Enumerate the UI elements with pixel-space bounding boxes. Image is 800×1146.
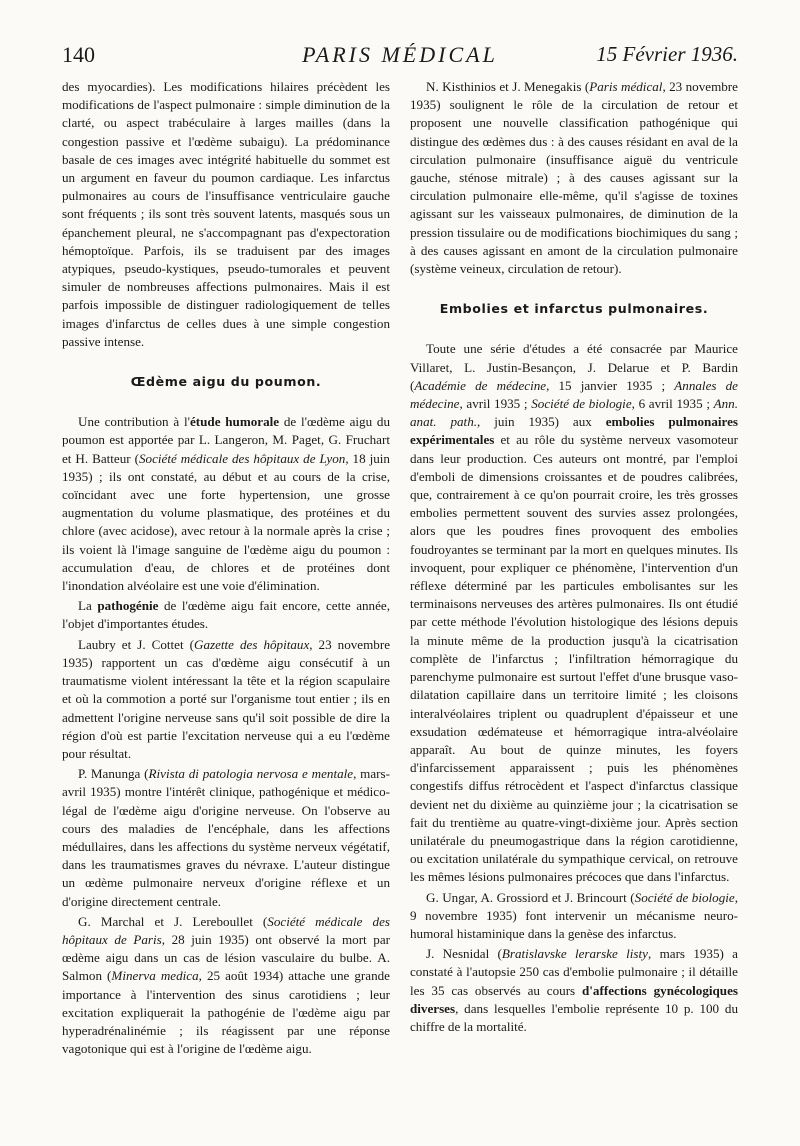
paragraph: P. Manunga (Rivista di patologia nervosa e mentale, mars-avril 1935) montre l'intérêt clinique, pathogénique et médico-légal de l'œdème aigu d'origine nerveuse. On l'observe au cours des maladies de l'encéphale, dans les affections médullaires, dans les affections du système nerveux végétatif, dans les traumatismes graves du névraxe. L'auteur distingue un œdème pulmonaire nerveux d'origine réflexe et un d'origine directement centrale. xyxy=(62,766,390,909)
issue-date: 15 Février 1936. xyxy=(596,42,738,66)
paragraph: des myocardies). Les modifications hilaires précèdent les modifications de l'aspect pulmonaire : simple diminution de la clarté, ou aspect trabéculaire à larges mailles (dans la congestion passive et l'œdème subaigu). La prédominance basale de ces images avec intégrité habituelle du sommet est un argument en faveur du poumon cardiaque. Les infarctus pulmonaires au cours de l'insuffisance ventriculaire gauche sont fréquents ; ils sont très souvent latents, masqués sous un épanchement pleural, ne s'accompagnant pas d'expectoration hémoptoïque. Parfois, ils se traduisent par des images atypiques, pseudo-kystiques, pseudo-tumorales et peuvent simuler de nombreuses affections pulmonaires. Mais il est parfois impossible de distinguer radiologiquement de telles images d'infarctus de celles dues à une simple congestion passive intense. xyxy=(62,79,390,349)
paragraph: Une contribution à l'étude humorale de l'œdème aigu du poumon est apportée par L. Langeron, M. Paget, G. Fruchart et H. Batteur (Société médicale des hôpitaux de Lyon, 18 juin 1935) ; ils ont constaté, au début et au cours de la crise, coïncidant avec une forte hypertension, une grosse augmentation du volume plasmatique, des protéines et du chlore (avec acidose), avec retour à la normale après la crise ; ils voient là l'image sanguine de l'œdème aigu du poumon : accumulation d'eau, de chlores et de protéines dont l'inondation alvéolaire est une voie d'élimination. xyxy=(62,414,390,594)
paragraph: Toute une série d'études a été consacrée par Maurice Villaret, L. Justin-Besançon, J. Delarue et P. Bardin (Académie de médecine, 15 janvier 1935 ; Annales de médecine, avril 1935 ; Société de biologie, 6 avril 1935 ; Ann. anat. path., juin 1935) aux embolies pulmonaires expérimentales et au rôle du système nerveux vasomoteur dans leur production. Ces auteurs ont montré, par l'emploi d'emboli de dimensions croissantes et de poudres calibrées, que, contrairement à ce qu'on pourrait croire, les très grosses embolies permettent souvent des survies assez prolongées, alors que les poudres fines provoquent des embolies foudroyantes se terminant par la mort en quelques minutes. Ils invoquent, pour expliquer ce phénomène, l'intervention d'un réflexe déterminé par les particules embolisantes sur les terminaisons nerveuses des artères pulmonaires. Ils ont étudié par cette méthode l'évolution histologique des lésions depuis la minute même de la production jusqu'à la cicatrisation complète de l'infarctus ; l'infiltration hémorragique du parenchyme pulmonaire est surtout l'effet d'une brusque vaso-dilatation capillaire dans un territoire limité ; les cloisons interalvéolaires triplent ou quadruplent d'épaisseur et une exsudation œdémateuse et hémorragique intra-alvéolaire apparaît. Au bout de quinze minutes, les foyers d'infarcissement apparaissent ; puis les phénomènes congestifs diffus rétrocèdent et l'aspect d'infarctus classique devient net du dixième au quinzième jour ; la cicatrisation se fait du trentième au quatre-vingt-dixième jour. Après section unilatérale du pneumogastrique dans la région carotidienne, ou excitation unilatérale du sympathique cervical, on retrouve les mêmes lésions pulmonaires précoces que dans l'infarctus. xyxy=(410,341,739,885)
paragraph: N. Kisthinios et J. Menegakis (Paris médical, 23 novembre 1935) soulignent le rôle de la circulation de retour et proposent une nouvelle classification pathogénique qui distingue des œdèmes dus : à des causes résidant en aval de la circulation pulmonaire (insuffisance aiguë du ventricule gauche, sténose mitrale) ; à des causes agissant sur la circulation pulmonaire elle-même, qu'il s'agisse de toxines agissant sur les vaisseaux pulmonaires, de diminution de la pression tissulaire ou de modifications biochimiques du sang ; à des causes agissant en amont de la circulation pulmonaire (système veineux, circulation de retour). xyxy=(410,79,738,277)
paragraph: G. Ungar, A. Grossiord et J. Brincourt (Société de biologie, 9 novembre 1935) font intervenir un mécanisme neuro-humoral histaminique dans la genèse des infarctus. xyxy=(410,889,738,941)
paragraph: Laubry et J. Cottet (Gazette des hôpitaux, 23 novembre 1935) rapportent un cas d'œdème aigu consécutif à un traumatisme violent intéressant la tête et la région scapulaire et où la commotion a porté sur l'organisme tout entier ; ils en admettent l'origine nerveuse sans qu'il soit possible de dire la région d'où est partie l'excitation nerveuse qui a eu l'œdème pour résultat. xyxy=(62,636,391,761)
section-heading: Embolies et infarctus pulmonaires. xyxy=(439,301,709,317)
left-column xyxy=(62,78,390,1058)
paragraph: G. Marchal et J. Lereboullet (Société médicale des hôpitaux de Paris, 28 juin 1935) ont observé la mort par œdème aigu dans un cas de lésion vasculaire du bulbe. A. Salmon (Minerva medica, 25 août 1934) attache une grande importance à l'intervention des sinus carotidiens ; leur excitation expliquerait la pathogénie de l'œdème aigu par hyperadrénalinémie ; ils réagissent par une réponse vagotonique qui est à l'origine de l'œdème aigu. xyxy=(62,913,390,1057)
section-heading: Œdème aigu du poumon. xyxy=(130,374,322,390)
right-column xyxy=(410,78,738,1036)
running-header xyxy=(62,42,738,72)
page-number: 140 xyxy=(62,42,95,67)
journal-title: PARIS MÉDICAL xyxy=(302,42,498,67)
paragraph: J. Nesnidal (Bratislavske lerarske listy, mars 1935) a constaté à l'autopsie 250 cas d'embolie pulmonaire ; il détaille les 35 cas observés au cours d'affections gynécologiques diverses, dans lesquelles l'embolie représente 10 p. 100 du chiffre de la mortalité. xyxy=(410,946,738,1034)
paragraph: La pathogénie de l'œdème aigu fait encore, cette année, l'objet d'importantes études. xyxy=(62,598,390,632)
